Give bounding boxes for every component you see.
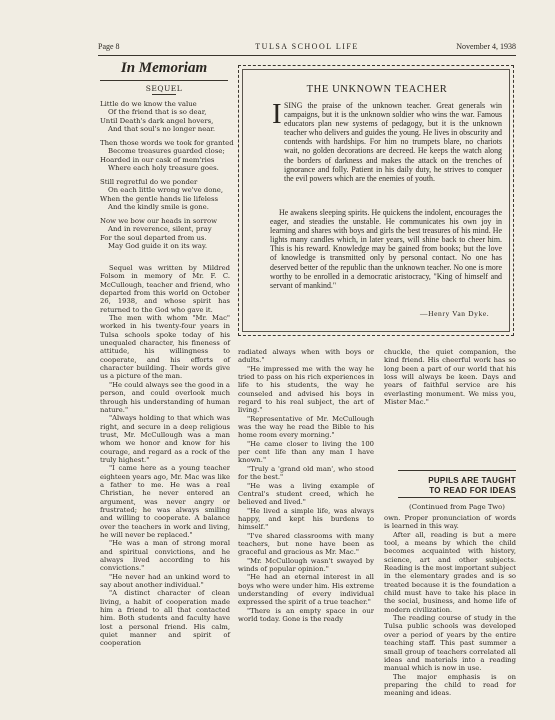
article-paragraph: "He came closer to living the 100 per cent life than any man I have known." xyxy=(238,439,374,465)
memoriam-column-1 xyxy=(100,264,230,648)
headline-line-2: TO READ FOR IDEAS xyxy=(429,486,516,495)
article-paragraph: The major emphasis is on preparing the child to read for meaning and ideas. xyxy=(384,672,516,698)
poem-line: Still regretful do we ponder xyxy=(100,178,198,186)
box-paragraph: SING the praise of the unknown teacher. Great generals win campaigns, but it is the unknown soldier who wins the war. Famous educators plan new systems of pedagogy, but it is the unknown teacher who delivers and guides the young. He lives in obscurity and contends with hardships. For him no trumpets blare, no chariots wait, no golden decorations are decreed. He keeps the watch along the borders of darkness and makes the attack on the trenches of ignorance and folly. Patient in his daily duty, he strives to conquer the evil powers which are the enemies of youth. xyxy=(284,101,502,183)
poem-line: Where each holy treasure goes. xyxy=(108,163,219,172)
memoriam-column-2 xyxy=(238,348,374,623)
unknown-teacher-paragraph-2 xyxy=(270,208,502,290)
article-paragraph: "There is an empty space in our world today. Gone is the ready xyxy=(238,606,374,623)
article-paragraph: chuckle, the quiet companion, the kind friend. His cheerful work has so long been a part of our world that his loss will always be keen. Days and years of faithful service are his everlasting monument. We miss you, Mister Mac." xyxy=(384,348,516,407)
poem-line: Of the friend that is so dear, xyxy=(108,108,207,117)
author-signature: —Henry Van Dyke. xyxy=(420,309,490,318)
poem-line: May God guide it on its way. xyxy=(108,241,208,250)
poem-line: Until Death's dark angel hovers, xyxy=(100,116,214,125)
poem-line: Little do we know the value xyxy=(100,100,197,108)
unknown-teacher-title: THE UNKNOWN TEACHER xyxy=(306,84,448,95)
page-number: Page 8 xyxy=(98,42,120,51)
pupils-bottom-rule xyxy=(398,497,516,498)
article-paragraph: "He was a living example of Central's student creed, which he believed and lived." xyxy=(238,481,374,507)
article-paragraph: "He had an eternal interest in all boys who were under him. His extreme understanding of every individual expressed the spirit of a true teacher." xyxy=(238,573,374,607)
article-paragraph: own. Proper pronunciation of words is learned in this way. xyxy=(384,514,516,531)
poem-line: When the gentle hands lie lifeless xyxy=(100,194,219,203)
poem-stanza xyxy=(100,217,230,250)
article-paragraph: "Mr. McCullough wasn't swayed by winds of popular opinion." xyxy=(238,556,374,573)
article-paragraph: The men with whom "Mr. Mac" worked in his twenty-four years in Tulsa schools spoke today of his unequaled character, his fineness of attitude, his willingness to cooperate, and his efforts of character building. Their words give us a picture of the man. xyxy=(100,314,230,381)
unknown-teacher-paragraph-1 xyxy=(284,101,502,183)
box-paragraph: He awakens sleeping spirits. He quickens the indolent, encourages the eager, and steadies the unstable. He communicates his own joy in learning and shares with boys and girls the best treasures of his mind. He lights many candles which, in later years, will shine back to cheer him. This is his reward. Knowledge may be gained from books; but the love of knowledge is transmitted only by personal contact. No one has deserved better of the republic than the unknown teacher. No one is more worthy to be enrolled in a democratic aristocracy, "King of himself and servant of mankind." xyxy=(270,208,502,290)
poem-line: And that soul's no longer near. xyxy=(108,124,216,133)
memoriam-column-3 xyxy=(384,348,516,406)
poem-line: Then those words we took for granted xyxy=(100,139,234,147)
pupils-top-rule xyxy=(398,470,516,471)
memoriam-rule xyxy=(100,80,228,81)
memoriam-title: In Memoriam xyxy=(120,60,208,76)
headline-line-1: PUPILS ARE TAUGHT xyxy=(428,476,516,485)
article-paragraph: "Representative of Mr. McCullough was the way he read the Bible to his home room every morning." xyxy=(238,414,374,440)
sequel-underline xyxy=(152,94,176,95)
article-paragraph: "A distinct character of clean living, a habit of cooperation made him a friend to all that contacted him. Both students and faculty have lost a personal friend. His calm, quiet manner and spirit of cooperation xyxy=(100,589,230,648)
header-rule xyxy=(98,55,516,56)
article-paragraph: radiated always when with boys or adults." xyxy=(238,348,374,365)
poem-stanza xyxy=(100,178,230,211)
article-paragraph: "Truly a 'grand old man', who stood for the best." xyxy=(238,464,374,482)
poem-line: And in reverence, silent, pray xyxy=(108,225,212,234)
pupils-headline xyxy=(398,476,516,496)
poem-line: Now we bow our heads in sorrow xyxy=(100,217,218,225)
article-paragraph: "I've shared classrooms with many teachers, but none have been as graceful and gracious as Mr. Mac." xyxy=(238,531,374,557)
article-paragraph: "He impressed me with the way he tried to pass on his rich experiences in life to his students, the way he counseled and advised his boys in regard to his real subject, the art of living." xyxy=(238,364,374,415)
article-paragraph: "He could always see the good in a person, and could overlook much through his understanding of human nature." xyxy=(100,380,230,414)
issue-date: November 4, 1938 xyxy=(456,42,516,51)
poem-stanza xyxy=(100,100,230,133)
poem-line: Hoarded in our cask of mem'ries xyxy=(100,155,215,164)
poem-stanza xyxy=(100,139,234,172)
masthead: TULSA SCHOOL LIFE xyxy=(255,42,359,51)
article-paragraph: After all, reading is but a mere tool, a means by which the child becomes acquainted with history, science, art and other subjects. Reading is the most important subject in the elementary grades and is so treated because it is the foundation a child must have to take his place in the social, business, and home life of modern civilization. xyxy=(384,530,516,614)
article-paragraph: Sequel was written by Mildred Folsom in memory of Mr. F. C. McCullough, teacher and friend, who departed from this world on October 26, 1938, and whose spirit has returned to the God who gave it. xyxy=(100,264,230,314)
article-paragraph: The reading course of study in the Tulsa public schools was developed over a period of years by the entire teaching staff. This past summer a small group of teachers correlated all ideas and materials into a reading manual which is now in use. xyxy=(384,614,516,673)
poem-line: For the soul departed from us. xyxy=(100,233,207,242)
continued-note: (Continued from Page Two) xyxy=(409,503,505,511)
article-paragraph: "He was a man of strong moral and spiritual convictions, and he always lived according to his convictions." xyxy=(100,539,230,573)
poem-line: And the kindly smile is gone. xyxy=(108,202,209,211)
article-paragraph: "He lived a simple life, was always happy, and kept his burdens to himself." xyxy=(238,506,374,532)
poem-line: On each little wrong we've done, xyxy=(108,186,224,195)
article-paragraph: "He never had an unkind word to say about another individual." xyxy=(100,572,230,590)
sequel-title: SEQUEL xyxy=(145,84,183,93)
drop-cap: I xyxy=(272,98,282,130)
article-paragraph: "I came here as a young teacher eighteen years ago, Mr. Mac was like a father to me. He was a real Christian, he never entered an argument, was never angry or frustrated; he was always smiling and willing to cooperate. A balance over the teachers in work and living, he will never be replaced." xyxy=(100,464,230,539)
page-header xyxy=(98,42,516,54)
pupils-article xyxy=(384,514,516,698)
article-paragraph: "Always holding to that which was right, and secure in a deep religious trust, Mr. McCullough was a man whom we honor and know for his courage, and regard as a rock of the truly highest." xyxy=(100,414,230,464)
poem-line: Become treasures guarded close; xyxy=(108,147,225,156)
